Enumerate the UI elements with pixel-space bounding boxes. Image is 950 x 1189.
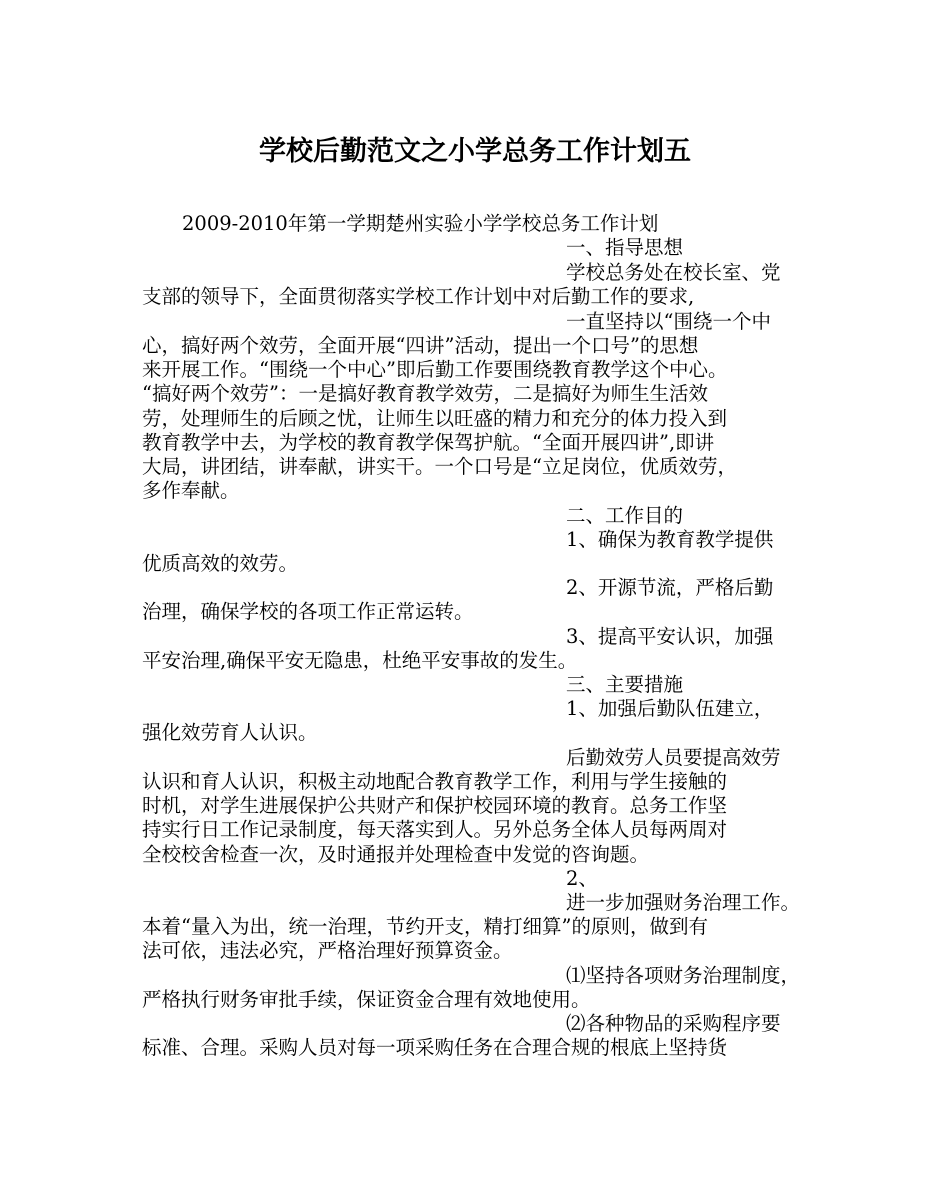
paragraph-line: 本着“量入为出，统一治理，节约开支，精打细算”的原则，做到有 (142, 915, 708, 938)
paragraph-line: 教育教学中去，为学校的教育教学保驾护航。“全面开展四讲”,即讲 (142, 431, 715, 454)
paragraph-line: 法可依，违法必究，严格治理好预算资金。 (142, 939, 513, 962)
paragraph-line: 学校总务处在校长室、党 (566, 261, 781, 284)
section-heading: 三、主要措施 (566, 673, 684, 696)
paragraph-line: 劳，处理师生的后顾之忧，让师生以旺盛的精力和充分的体力投入到 (142, 407, 728, 430)
paragraph-line: 2、 (566, 867, 598, 890)
paragraph-line: 支部的领导下，全面贯彻落实学校工作计划中对后勤工作的要求, (142, 285, 695, 308)
paragraph-line: ⑴坚持各项财务治理制度， (566, 964, 801, 987)
document-title: 学校后勤范文之小学总务工作计划五 (259, 136, 691, 167)
paragraph-line: 心，搞好两个效劳，全面开展“四讲”活动，提出一个口号”的思想 (142, 334, 699, 357)
paragraph-line: 3、提高平安认识，加强 (566, 625, 774, 648)
paragraph-line: 1、确保为教育教学提供 (566, 528, 774, 551)
section-heading: 一、指导思想 (566, 236, 684, 259)
paragraph-line: 强化效劳育人认识。 (142, 721, 318, 744)
paragraph-line: “搞好两个效劳”：一是搞好教育教学效劳，二是搞好为师生生活效 (142, 382, 708, 405)
paragraph-line: 进一步加强财务治理工作。 (566, 891, 801, 914)
paragraph-line: 多作奉献。 (142, 479, 240, 502)
paragraph-line: 2、开源节流，严格后勤 (566, 576, 774, 599)
paragraph-line: 治理，确保学校的各项工作正常运转。 (142, 600, 474, 623)
paragraph-line: ⑵各种物品的采购程序要 (566, 1012, 781, 1035)
paragraph-line: 全校校舍检查一次，及时通报并处理检查中发觉的咨询题。 (142, 843, 650, 866)
paragraph-line: 持实行日工作记录制度，每天落实到人。另外总务全体人员每两周对 (142, 818, 728, 841)
paragraph-line: 大局，讲团结，讲奉献，讲实干。一个口号是“立足岗位，优质效劳， (142, 455, 737, 478)
paragraph-line: 时机，对学生进展保护公共财产和保护校园环境的教育。总务工作坚 (142, 794, 728, 817)
paragraph-line: 来开展工作。“围绕一个中心”即后勤工作要围绕教育教学这个中心。 (142, 358, 728, 381)
paragraph-line: 优质高效的效劳。 (142, 552, 299, 575)
paragraph-line: 标准、合理。采购人员对每一项采购任务在合理合规的根底上坚持货 (142, 1036, 728, 1059)
section-heading: 二、工作目的 (566, 504, 684, 527)
paragraph-line: 后勤效劳人员要提高效劳 (566, 746, 781, 769)
paragraph-line: 平安治理,确保平安无隐患，杜绝平安事故的发生。 (142, 649, 578, 672)
paragraph-line: 严格执行财务审批手续，保证资金合理有效地使用。 (142, 988, 591, 1011)
paragraph-line: 认识和育人认识，积极主动地配合教育教学工作，利用与学生接触的 (142, 770, 728, 793)
paragraph-line: 一直坚持以“围绕一个中 (566, 310, 771, 333)
plan-subtitle: 2009-2010年第一学期楚州实验小学学校总务工作计划 (182, 212, 659, 235)
paragraph-line: 1、加强后勤队伍建立， (566, 697, 774, 720)
